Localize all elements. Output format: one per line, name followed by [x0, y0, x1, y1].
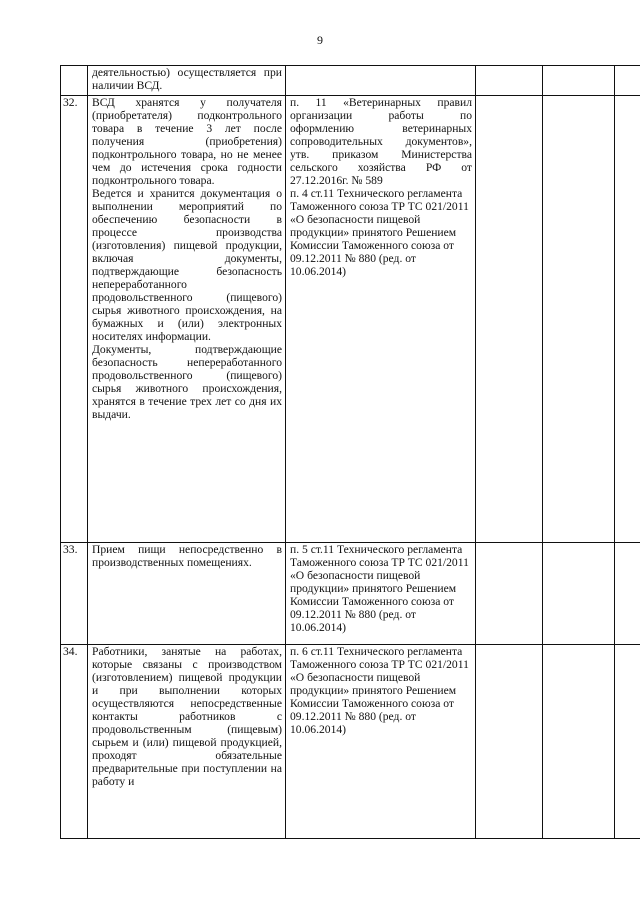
- table-row: [61, 96, 640, 543]
- empty-cell: [615, 645, 640, 839]
- requirement-text: Работники, занятые на работах, которые связаны с производством (изготовлением) пищевой продукции и при выполнении которых осуществляются непосредственные контакты работников с продовольственным (пищевым) сырьем и (или) пищевой продукцией, проходят обязательные предварительные при поступлении на работу и: [92, 645, 282, 788]
- requirement-cell: [88, 543, 286, 645]
- requirement-text: деятельностью) осуществляется при наличии ВСД.: [92, 66, 282, 92]
- table-row: [61, 543, 640, 645]
- table-row: [61, 66, 640, 96]
- requirement-text: Прием пищи непосредственно в производственных помещениях.: [92, 543, 282, 569]
- reference-cell: [286, 96, 476, 543]
- requirement-cell: [88, 96, 286, 543]
- reference-text: п. 6 ст.11 Технического регламента Таможенного союза ТР ТС 021/2011 «О безопасности пищевой продукции» принятого Решением Комиссии Таможенного союза от 09.12.2011 № 880 (ред. от 10.06.2014): [290, 645, 469, 736]
- empty-cell: [476, 543, 543, 645]
- empty-cell: [615, 66, 640, 96]
- requirement-cell: [88, 66, 286, 96]
- empty-cell: [543, 543, 615, 645]
- requirement-cell: [88, 645, 286, 839]
- requirement-text: Ведется и хранится документация о выполнении мероприятий по обеспечению безопасности в процессе производства (изготовления) пищевой продукции, включая документы, подтверждающие безопасность непереработанного продовольственного (пищевого) сырья животного происхождения, на бумажных и (или) электронных носителях информации.: [92, 187, 282, 343]
- requirement-text: ВСД хранятся у получателя (приобретателя) подконтрольного товара в течение 3 лет после получения (приобретения) подконтрольного товара, но не менее чем до истечения срока годности подконтрольного товара.: [92, 96, 282, 187]
- empty-cell: [476, 645, 543, 839]
- row-number-cell: 33.: [61, 543, 88, 645]
- page-number: 9: [317, 33, 323, 47]
- empty-cell: [476, 96, 543, 543]
- empty-cell: [543, 66, 615, 96]
- empty-cell: [615, 96, 640, 543]
- reference-text: п. 5 ст.11 Технического регламента Таможенного союза ТР ТС 021/2011 «О безопасности пищевой продукции» принятого Решением Комиссии Таможенного союза от 09.12.2011 № 880 (ред. от 10.06.2014): [290, 543, 469, 634]
- table-row: [61, 645, 640, 839]
- reference-cell: [286, 543, 476, 645]
- empty-cell: [543, 96, 615, 543]
- empty-cell: [615, 543, 640, 645]
- reference-text: п. 4 ст.11 Технического регламента Таможенного союза ТР ТС 021/2011 «О безопасности пищевой продукции» принятого Решением Комиссии Таможенного союза от 09.12.2011 № 880 (ред. от 10.06.2014): [290, 187, 469, 278]
- requirements-table: [60, 65, 640, 839]
- requirement-text: Документы, подтверждающие безопасность непереработанного продовольственного (пищевого) сырья животного происхождения, хранятся в течение трех лет со дня их выдачи.: [92, 343, 282, 421]
- empty-cell: [476, 66, 543, 96]
- row-number-cell: 34.: [61, 645, 88, 839]
- reference-cell: [286, 66, 476, 96]
- reference-text: п. 11 «Ветеринарных правил организации работы по оформлению ветеринарных сопроводительных документов», утв. приказом Министерства сельского хозяйства РФ от 27.12.2016г. № 589: [290, 96, 472, 187]
- reference-cell: [286, 645, 476, 839]
- empty-cell: [543, 645, 615, 839]
- row-number-cell: 32.: [61, 96, 88, 543]
- row-number-cell: [61, 66, 88, 96]
